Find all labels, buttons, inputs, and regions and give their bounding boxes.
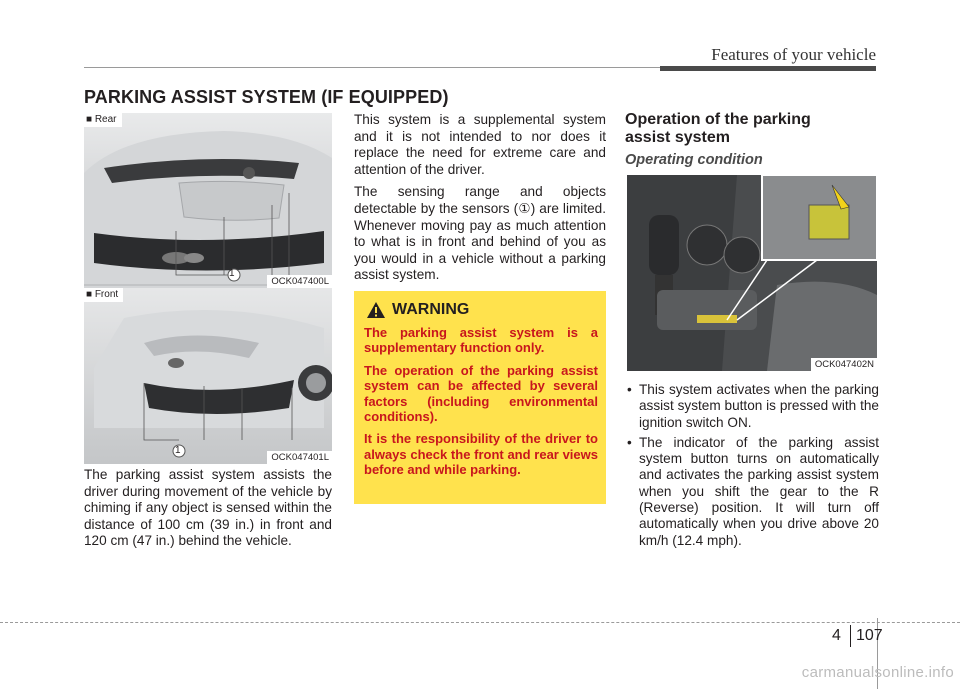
header-tab-bar — [660, 66, 876, 71]
front-car-illustration — [84, 288, 332, 464]
operation-title: Operation of the parking assist system — [625, 111, 811, 146]
rear-photo-code: OCK047400L — [267, 275, 332, 288]
interior-photo — [627, 175, 877, 371]
page-chapter: 4 — [832, 627, 841, 644]
warning-triangle-icon — [366, 301, 386, 319]
warning-paragraph-2: The operation of the parking assist system can be affected by several factors (including environmental conditions). — [364, 362, 598, 425]
header-title: Features of your vehicle — [711, 45, 876, 64]
bullet-item — [625, 382, 879, 431]
page-separator — [850, 625, 851, 647]
warning-text — [364, 325, 598, 478]
operating-condition-subtitle: Operating condition — [625, 152, 763, 168]
rear-callout-1: 1 — [229, 268, 235, 279]
console-illustration — [627, 175, 877, 371]
column2-paragraph-1: This system is a supplemental system and it is not intended to nor does it replace the need for extreme care and attention of the driver. — [354, 112, 606, 177]
bullet-item — [625, 435, 879, 549]
warning-box — [354, 291, 606, 504]
interior-photo-code: OCK047402N — [811, 358, 877, 371]
front-photo-code: OCK047401L — [267, 451, 332, 464]
column2-text — [354, 112, 606, 290]
warning-paragraph-1: The parking assist system is a supplementary function only. — [364, 325, 598, 356]
warning-title: WARNING — [392, 301, 470, 318]
bullet-marker: • — [627, 382, 632, 397]
warning-header — [366, 301, 598, 319]
rear-photo — [84, 113, 332, 288]
section-title: PARKING ASSIST SYSTEM (IF EQUIPPED) — [84, 87, 449, 107]
page-number: 107 — [856, 627, 883, 644]
front-photo-tag: ■ Front — [84, 288, 123, 302]
bullet-text-2: The indicator of the parking assist system button turns on automatically and activates the parking assist system when you shift the gear to the R (Reverse) position. It will turn off automatically when you drive above 20 km/h (12.4 mph). — [639, 434, 879, 548]
rear-car-illustration — [84, 113, 332, 288]
watermark: carmanualsonline.info — [801, 664, 954, 681]
rear-photo-tag: ■ Rear — [84, 113, 122, 127]
column1-text — [84, 467, 332, 556]
column1-paragraph: The parking assist system assists the driver during movement of the vehicle by chiming if any object is sensed within the distance of 100 cm (39 in.) in front and 120 cm (47 in.) behind the vehicle. — [84, 467, 332, 549]
column2-paragraph-2: The sensing range and objects detectable by the sensors (①) are limited. Whenever moving pay as much attention to what is in front and behind of you as you would in a vehicle without a parking assist system. — [354, 184, 606, 283]
warning-paragraph-3: It is the responsibility of the driver to always check the front and rear views before and while parking. — [364, 431, 598, 478]
bullet-text-1: This system activates when the parking assist system button is pressed with the ignition switch ON. — [639, 382, 879, 430]
bullet-marker: • — [627, 434, 632, 450]
front-photo — [84, 288, 332, 464]
footer-dashed-rule — [0, 622, 960, 623]
operation-bullets — [625, 382, 879, 553]
front-callout-1: 1 — [175, 445, 181, 456]
